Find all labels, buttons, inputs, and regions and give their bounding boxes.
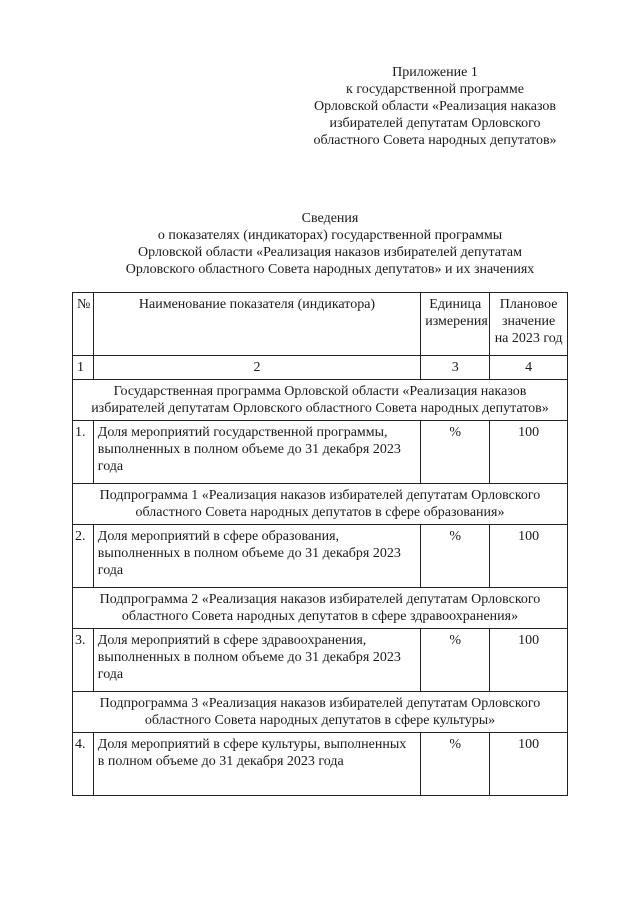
- header-unit: Единица измерения: [421, 293, 490, 356]
- heading-line: Орловского областного Совета народных депутатов» и их значениях: [125, 262, 535, 277]
- row-unit: %: [421, 629, 490, 692]
- section-title: Государственная программа Орловской области «Реализация наказов избирателей депутатам Орловского областного Совета народных депутатов»: [73, 380, 568, 421]
- table-header-row: [73, 293, 568, 356]
- section-row: [73, 588, 568, 629]
- table-row: [73, 421, 568, 484]
- row-num: 3.: [73, 629, 94, 692]
- section-row: [73, 380, 568, 421]
- row-name: Доля мероприятий государственной программы, выполненных в полном объеме до 31 декабря 2023 года: [93, 421, 420, 484]
- section-row: [73, 692, 568, 733]
- row-unit: %: [421, 421, 490, 484]
- table-row: [73, 733, 568, 796]
- index-cell: 1: [73, 356, 94, 380]
- index-cell: 2: [93, 356, 420, 380]
- row-name: Доля мероприятий в сфере образования, выполненных в полном объеме до 31 декабря 2023 года: [93, 525, 420, 588]
- row-plan: 100: [490, 525, 568, 588]
- section-row: [73, 484, 568, 525]
- section-title: Подпрограмма 2 «Реализация наказов избирателей депутатам Орловского областного Совета народных депутатов в сфере здравоохранения»: [73, 588, 568, 629]
- row-unit: %: [421, 525, 490, 588]
- appendix-line: к государственной программе: [346, 82, 524, 97]
- index-cell: 3: [421, 356, 490, 380]
- appendix-line: Орловской области «Реализация наказов: [313, 99, 557, 114]
- document-heading: [60, 210, 600, 278]
- table-row: [73, 629, 568, 692]
- header-name: Наименование показателя (индикатора): [93, 293, 420, 356]
- heading-line: о показателях (индикаторах) государственной программы: [157, 228, 503, 243]
- indicators-table: [72, 292, 568, 796]
- header-num: №: [73, 293, 94, 356]
- row-plan: 100: [490, 733, 568, 796]
- column-index-row: [73, 356, 568, 380]
- table-row: [73, 525, 568, 588]
- section-title: Подпрограмма 3 «Реализация наказов избирателей депутатам Орловского областного Совета народных депутатов в сфере культуры»: [73, 692, 568, 733]
- heading-line: Орловской области «Реализация наказов избирателей депутатам: [138, 245, 522, 260]
- appendix-block: [290, 64, 580, 149]
- row-num: 4.: [73, 733, 94, 796]
- appendix-line: Приложение 1: [392, 65, 478, 80]
- row-name: Доля мероприятий в сфере здравоохранения, выполненных в полном объеме до 31 декабря 2023 года: [93, 629, 420, 692]
- section-title: Подпрограмма 1 «Реализация наказов избирателей депутатам Орловского областного Совета народных депутатов в сфере образования»: [73, 484, 568, 525]
- appendix-line: избирателей депутатам Орловского: [329, 116, 541, 131]
- row-name: Доля мероприятий в сфере культуры, выполненных в полном объеме до 31 декабря 2023 года: [93, 733, 420, 796]
- row-num: 2.: [73, 525, 94, 588]
- row-num: 1.: [73, 421, 94, 484]
- header-plan: Плановое значение на 2023 год: [490, 293, 568, 356]
- row-plan: 100: [490, 421, 568, 484]
- index-cell: 4: [490, 356, 568, 380]
- heading-line: Сведения: [301, 211, 359, 226]
- appendix-line: областного Совета народных депутатов»: [313, 133, 557, 148]
- row-unit: %: [421, 733, 490, 796]
- row-plan: 100: [490, 629, 568, 692]
